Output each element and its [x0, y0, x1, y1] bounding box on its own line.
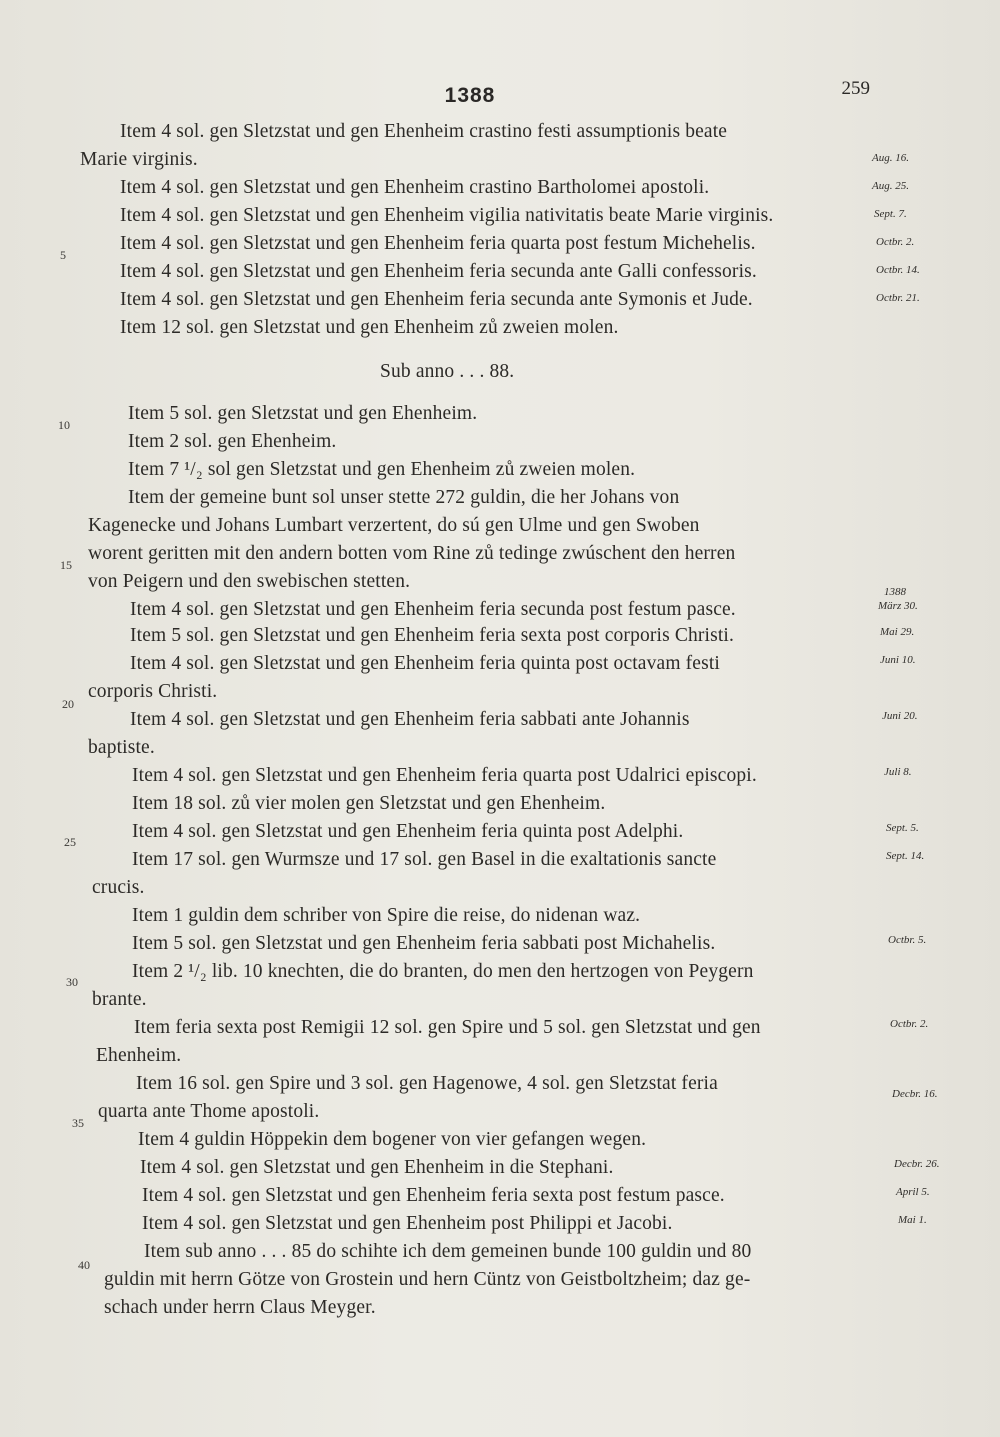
text-line: Item 4 sol. gen Sletzstat und gen Ehenheim in die Stephani.	[140, 1157, 614, 1178]
text-line: Item 4 guldin Höppekin dem bogener von vier gefangen wegen.	[138, 1129, 647, 1150]
margin-date-note: Mai 29.	[880, 626, 915, 638]
text-line: Item 4 sol. gen Sletzstat und gen Ehenheim feria quinta post Adelphi.	[132, 821, 684, 842]
page-number: 259	[841, 78, 870, 99]
margin-date-note: Octbr. 2.	[890, 1018, 929, 1030]
margin-date-note: Mai 1.	[898, 1214, 927, 1226]
line-number: 5	[60, 248, 66, 262]
text-line: Item 7 ¹/₂ sol gen Sletzstat und gen Ehenheim zů zweien molen.	[128, 459, 636, 480]
text-line: crucis.	[92, 877, 145, 898]
text-line: Item 4 sol. gen Sletzstat und gen Ehenheim feria quinta post octavam festi	[130, 653, 720, 674]
text-line: Item 4 sol. gen Sletzstat und gen Ehenheim feria secunda ante Symonis et Jude.	[120, 289, 753, 310]
line-number: 30	[66, 975, 78, 989]
text-line: Item 4 sol. gen Sletzstat und gen Ehenheim feria quarta post festum Michehelis.	[120, 233, 756, 254]
margin-date-note: Octbr. 2.	[876, 236, 915, 248]
text-line: corporis Christi.	[88, 681, 218, 702]
margin-date-note: Juli 8.	[884, 766, 912, 778]
margin-date-note: Juni 20.	[882, 710, 918, 722]
text-line: Item 4 sol. gen Sletzstat und gen Ehenheim feria sabbati ante Johannis	[130, 709, 690, 730]
margin-date-note: Octbr. 14.	[876, 264, 920, 276]
text-line: Item 18 sol. zů vier molen gen Sletzstat und gen Ehenheim.	[132, 793, 606, 814]
line-number: 10	[58, 418, 70, 432]
text-line: quarta ante Thome apostoli.	[98, 1101, 320, 1122]
text-line: baptiste.	[88, 737, 155, 758]
text-line: Item der gemeine bunt sol unser stette 272 guldin, die her Johans von	[128, 487, 680, 508]
margin-date-note: Aug. 25.	[872, 180, 909, 192]
line-number: 25	[64, 835, 76, 849]
text-line: Item 16 sol. gen Spire und 3 sol. gen Hagenowe, 4 sol. gen Sletzstat feria	[136, 1073, 718, 1094]
margin-date-note: Juni 10.	[880, 654, 916, 666]
text-line: Item feria sexta post Remigii 12 sol. gen Spire und 5 sol. gen Sletzstat und gen	[134, 1017, 761, 1038]
page-header-year: 1388	[444, 84, 496, 107]
text-line: Item 4 sol. gen Sletzstat und gen Ehenheim feria sexta post festum pasce.	[142, 1185, 725, 1206]
text-line: Item 12 sol. gen Sletzstat und gen Ehenheim zů zweien molen.	[120, 317, 619, 338]
margin-year-note: 1388	[884, 586, 906, 598]
text-line: Item 17 sol. gen Wurmsze und 17 sol. gen Basel in die exaltationis sancte	[132, 849, 717, 870]
text-line: Item 5 sol. gen Sletzstat und gen Ehenheim feria sabbati post Michahelis.	[132, 933, 716, 954]
margin-date-note: Sept. 5.	[886, 822, 919, 834]
text-line: Item 5 sol. gen Sletzstat und gen Ehenheim feria sexta post corporis Christi.	[130, 625, 735, 646]
text-line: Ehenheim.	[96, 1045, 182, 1066]
text-line: guldin mit herrn Götze von Grostein und hern Cüntz von Geistboltzheim; daz ge-	[104, 1269, 751, 1290]
text-line: Item 4 sol. gen Sletzstat und gen Ehenheim vigilia nativitatis beate Marie virginis.	[120, 205, 774, 226]
text-line: Item 4 sol. gen Sletzstat und gen Ehenheim crastino festi assumptionis beate	[120, 121, 728, 142]
margin-date-note: Sept. 7.	[874, 208, 907, 220]
line-number: 15	[60, 558, 72, 572]
margin-date-note: Decbr. 16.	[892, 1088, 938, 1100]
text-line: Marie virginis.	[80, 149, 198, 170]
margin-date-note: April 5.	[896, 1186, 930, 1198]
text-line: brante.	[92, 989, 147, 1010]
text-line: von Peigern und den swebischen stetten.	[88, 571, 411, 592]
text-line: worent geritten mit den andern botten vom Rine zů tedinge zwúschent den herren	[88, 543, 736, 564]
margin-date-note: Decbr. 26.	[894, 1158, 940, 1170]
text-line: Item 5 sol. gen Sletzstat und gen Ehenheim.	[128, 403, 478, 424]
text-line: Item 1 guldin dem schriber von Spire die reise, do nidenan waz.	[132, 905, 641, 926]
text-line: Item 4 sol. gen Sletzstat und gen Ehenheim crastino Bartholomei apostoli.	[120, 177, 710, 198]
text-line: Item 2 sol. gen Ehenheim.	[128, 431, 337, 452]
text-line: Kagenecke und Johans Lumbart verzertent, do sú gen Ulme und gen Swoben	[88, 515, 700, 536]
section-heading: Sub anno . . . 88.	[380, 361, 515, 382]
text-line: Item 4 sol. gen Sletzstat und gen Ehenheim feria quarta post Udalrici episcopi.	[132, 765, 757, 786]
text-line: Item 2 ¹/₂ lib. 10 knechten, die do branten, do men den hertzogen von Peygern	[132, 961, 754, 982]
text-line: Item sub anno . . . 85 do schihte ich dem gemeinen bunde 100 guldin und 80	[144, 1241, 752, 1262]
margin-date-note: Octbr. 21.	[876, 292, 920, 304]
text-line: Item 4 sol. gen Sletzstat und gen Ehenheim feria secunda post festum pasce.	[130, 599, 736, 620]
text-line: Item 4 sol. gen Sletzstat und gen Ehenheim post Philippi et Jacobi.	[142, 1213, 673, 1234]
margin-date-note: Sept. 14.	[886, 850, 925, 862]
line-number: 35	[72, 1116, 84, 1130]
text-line: Item 4 sol. gen Sletzstat und gen Ehenheim feria secunda ante Galli confessoris.	[120, 261, 757, 282]
line-number: 40	[78, 1258, 90, 1272]
text-line: schach under herrn Claus Meyger.	[104, 1297, 376, 1318]
margin-date-note: Aug. 16.	[872, 152, 909, 164]
margin-date-note: Octbr. 5.	[888, 934, 927, 946]
margin-date-note: März 30.	[878, 600, 918, 612]
line-number: 20	[62, 697, 74, 711]
